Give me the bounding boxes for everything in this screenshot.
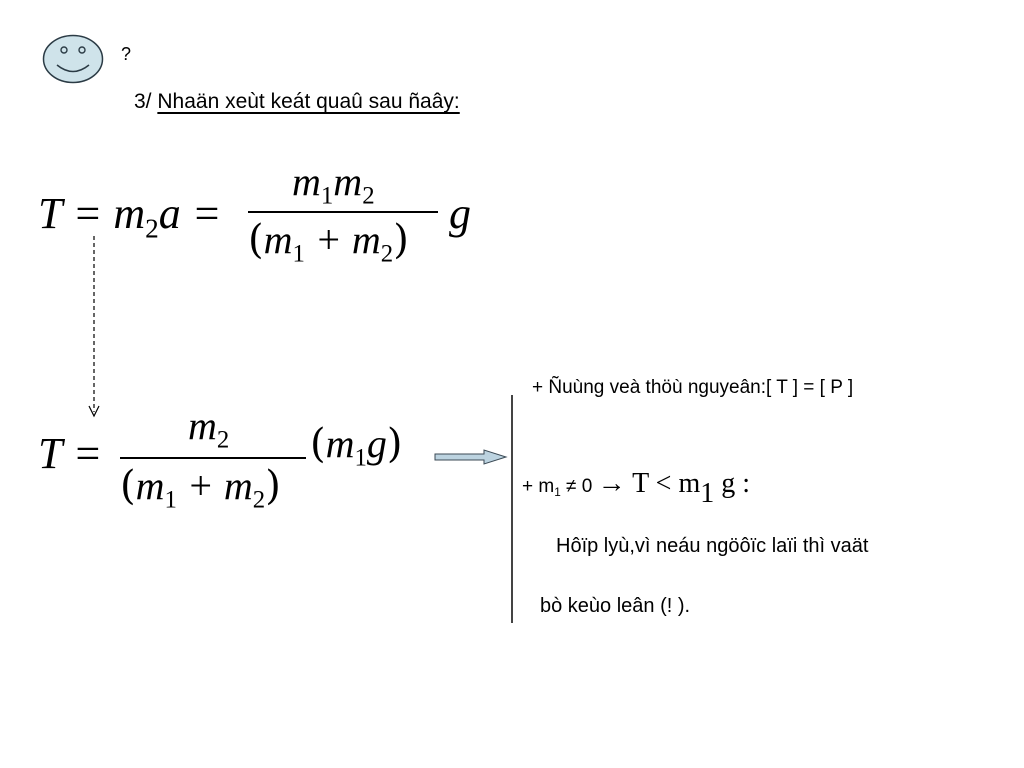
equation2-denominator [120, 462, 281, 515]
equation1-numerator [292, 158, 375, 211]
eq2-num-sub: 2 [216, 426, 230, 454]
eq1-den-close: ) [393, 217, 409, 263]
equation1-g: g [449, 189, 471, 238]
note-explanation-line2: bò keùo leân (! ). [540, 595, 691, 617]
note2-prefix: + m [522, 476, 555, 497]
eq2-den-open: ( [120, 463, 136, 509]
eq2-factor-sub: 1 [354, 444, 367, 472]
equation2-fraction-bar [120, 457, 306, 459]
equation1-denominator [248, 216, 409, 269]
equation1-fraction-bar [248, 211, 438, 213]
eq2-den-a: m [135, 463, 165, 508]
hollow-right-arrow-icon [434, 449, 508, 465]
eq2-num: m [188, 403, 217, 448]
equation2-numerator [188, 402, 229, 455]
note-dimension-check: + Ñuùng veà thöù nguyeân:[ T ] = [ P ] [532, 377, 854, 398]
equation2-factor [310, 420, 403, 473]
note-explanation-line1: Hôïp lyù,vì neáu ngöôïc laïi thì vaät [556, 535, 869, 557]
eq1-lhs-text: T = m [38, 189, 146, 238]
section-heading [134, 90, 460, 114]
eq1-den-a-sub: 1 [292, 240, 305, 268]
eq2-factor-m: m [325, 421, 355, 466]
bracket-divider [511, 395, 513, 623]
equation1-lhs [38, 188, 222, 245]
eq1-num-a-sub: 1 [320, 182, 334, 210]
eq2-factor-close: ) [386, 421, 403, 467]
eq1-lhs-sub: 2 [145, 213, 159, 244]
note2-rel-tail: g : [714, 468, 751, 499]
heading-text: Nhaän xeùt keát quaû sau ñaây: [157, 90, 460, 113]
eq2-den-close: ) [265, 463, 281, 509]
note2-rel: T < m [625, 468, 701, 499]
note-inequality [522, 468, 750, 510]
eq1-num-b: m [333, 159, 363, 204]
eq2-den-plus: + m [176, 463, 253, 508]
eq1-den-b-sub: 2 [380, 240, 394, 268]
eq1-den-open: ( [248, 217, 264, 263]
eq1-lhs-mid: a = [158, 189, 222, 238]
eq2-factor-g: g [366, 421, 387, 466]
smiley-face-icon [42, 34, 104, 84]
eq2-den-b-sub: 2 [252, 486, 266, 514]
note2-rel-sub: 1 [700, 477, 715, 509]
heading-number: 3/ [134, 90, 158, 113]
question-mark: ? [121, 44, 132, 64]
eq1-den-plus: + m [304, 217, 381, 262]
equation2-lhs: T = [38, 429, 103, 478]
note2-neq: ≠ 0 [560, 476, 598, 497]
dashed-down-arrow-icon [86, 236, 102, 420]
eq1-num-b-sub: 2 [362, 182, 375, 210]
eq2-den-a-sub: 1 [164, 486, 177, 514]
eq2-factor-open: ( [310, 421, 326, 467]
note2-sub: 1 [554, 486, 561, 500]
right-arrow-icon: → [597, 468, 626, 499]
eq1-den-a: m [263, 217, 293, 262]
eq1-num-a: m [292, 159, 321, 204]
